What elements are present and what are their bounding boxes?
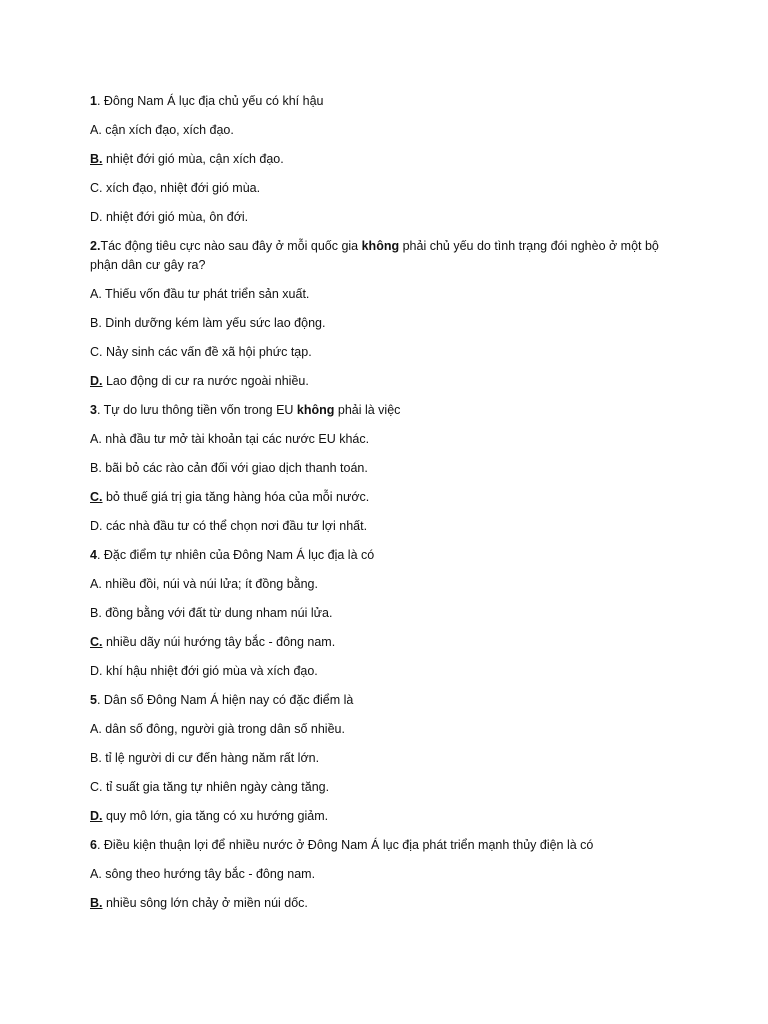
- answer-option: [90, 894, 680, 913]
- option-letter: C.: [90, 181, 103, 195]
- stem-bold-text: 3: [90, 403, 97, 417]
- stem-text: phải chủ yếu do tình trạng đói nghèo ở một bộ phận dân cư gây ra?: [90, 239, 659, 272]
- option-letter: B.: [90, 461, 102, 475]
- question-stem: [90, 237, 680, 275]
- option-text: quy mô lớn, gia tăng có xu hướng giảm.: [102, 809, 329, 823]
- stem-text: . Tự do lưu thông tiền vốn trong EU: [96, 403, 297, 417]
- question-stem: [90, 691, 680, 710]
- option-text: Lao động di cư ra nước ngoài nhiều.: [102, 374, 309, 388]
- question-2: [90, 237, 680, 391]
- answer-option: [90, 488, 680, 507]
- option-text: sông theo hướng tây bắc - đông nam.: [101, 867, 316, 881]
- option-text: các nhà đầu tư có thể chọn nơi đầu tư lợi nhất.: [102, 519, 368, 533]
- option-text: nhiều sông lớn chảy ở miền núi dốc.: [102, 896, 308, 910]
- option-letter: C.: [90, 345, 103, 359]
- option-text: xích đạo, nhiệt đới gió mùa.: [102, 181, 261, 195]
- question-list: [90, 92, 680, 923]
- stem-text: Tác động tiêu cực nào sau đây ở mỗi quốc gia: [100, 239, 362, 253]
- answer-option: [90, 179, 680, 198]
- stem-bold-text: 6: [90, 838, 97, 852]
- correct-option-letter: B.: [90, 896, 103, 910]
- answer-option: [90, 459, 680, 478]
- answer-option: [90, 865, 680, 884]
- stem-text: phải là việc: [334, 403, 401, 417]
- answer-option: [90, 150, 680, 169]
- option-letter: B.: [90, 606, 102, 620]
- question-stem: [90, 401, 680, 420]
- option-text: khí hậu nhiệt đới gió mùa và xích đạo.: [102, 664, 318, 678]
- answer-option: [90, 604, 680, 623]
- option-text: tỉ suất gia tăng tự nhiên ngày càng tăng.: [102, 780, 330, 794]
- stem-bold-text: 1: [90, 94, 97, 108]
- option-text: bãi bỏ các rào cản đối với giao dịch thanh toán.: [101, 461, 368, 475]
- option-letter: A.: [90, 432, 102, 446]
- option-text: đồng bằng với đất từ dung nham núi lửa.: [101, 606, 333, 620]
- correct-option-letter: B.: [90, 152, 103, 166]
- option-letter: A.: [90, 867, 102, 881]
- stem-bold-text: không: [361, 239, 400, 253]
- option-text: nhiều dãy núi hướng tây bắc - đông nam.: [102, 635, 336, 649]
- option-text: nhiều đồi, núi và núi lửa; ít đồng bằng.: [101, 577, 318, 591]
- option-text: nhà đầu tư mở tài khoản tại các nước EU khác.: [101, 432, 370, 446]
- stem-bold-text: không: [296, 403, 335, 417]
- correct-option-letter: C.: [90, 490, 103, 504]
- answer-option: [90, 208, 680, 227]
- correct-option-letter: C.: [90, 635, 103, 649]
- answer-option: [90, 343, 680, 362]
- correct-option-letter: D.: [90, 809, 103, 823]
- answer-option: [90, 121, 680, 140]
- question-6: [90, 836, 680, 913]
- answer-option: [90, 372, 680, 391]
- answer-option: [90, 314, 680, 333]
- option-text: tỉ lệ người di cư đến hàng năm rất lớn.: [101, 751, 320, 765]
- question-4: [90, 546, 680, 681]
- option-text: Nảy sinh các vấn đề xã hội phức tạp.: [102, 345, 312, 359]
- question-stem: [90, 836, 680, 855]
- option-text: bỏ thuế giá trị gia tăng hàng hóa của mỗi nước.: [102, 490, 370, 504]
- answer-option: [90, 662, 680, 681]
- answer-option: [90, 575, 680, 594]
- stem-bold-text: 2.: [90, 239, 101, 253]
- answer-option: [90, 430, 680, 449]
- option-letter: B.: [90, 316, 102, 330]
- option-letter: D.: [90, 664, 103, 678]
- answer-option: [90, 633, 680, 652]
- answer-option: [90, 285, 680, 304]
- question-1: [90, 92, 680, 227]
- option-letter: D.: [90, 210, 103, 224]
- stem-text: . Dân số Đông Nam Á hiện nay có đặc điểm là: [96, 693, 354, 707]
- answer-option: [90, 778, 680, 797]
- option-letter: A.: [90, 722, 102, 736]
- question-stem: [90, 92, 680, 111]
- option-text: Dinh dưỡng kém làm yếu sức lao động.: [101, 316, 326, 330]
- answer-option: [90, 807, 680, 826]
- stem-text: . Điều kiện thuận lợi để nhiều nước ở Đông Nam Á lục địa phát triển mạnh thủy điện là có: [96, 838, 594, 852]
- answer-option: [90, 517, 680, 536]
- option-letter: B.: [90, 751, 102, 765]
- option-letter: D.: [90, 519, 103, 533]
- stem-text: . Đông Nam Á lục địa chủ yếu có khí hậu: [96, 94, 324, 108]
- option-letter: C.: [90, 780, 103, 794]
- option-text: nhiệt đới gió mùa, cận xích đạo.: [102, 152, 284, 166]
- option-text: cận xích đạo, xích đạo.: [101, 123, 234, 137]
- option-letter: A.: [90, 123, 102, 137]
- stem-bold-text: 4: [90, 548, 97, 562]
- stem-bold-text: 5: [90, 693, 97, 707]
- option-text: Thiếu vốn đầu tư phát triển sản xuất.: [101, 287, 310, 301]
- question-3: [90, 401, 680, 536]
- question-5: [90, 691, 680, 826]
- stem-text: . Đặc điểm tự nhiên của Đông Nam Á lục địa là có: [96, 548, 375, 562]
- option-letter: A.: [90, 287, 102, 301]
- question-stem: [90, 546, 680, 565]
- option-letter: A.: [90, 577, 102, 591]
- answer-option: [90, 720, 680, 739]
- correct-option-letter: D.: [90, 374, 103, 388]
- answer-option: [90, 749, 680, 768]
- option-text: dân số đông, người già trong dân số nhiều.: [101, 722, 345, 736]
- option-text: nhiệt đới gió mùa, ôn đới.: [102, 210, 249, 224]
